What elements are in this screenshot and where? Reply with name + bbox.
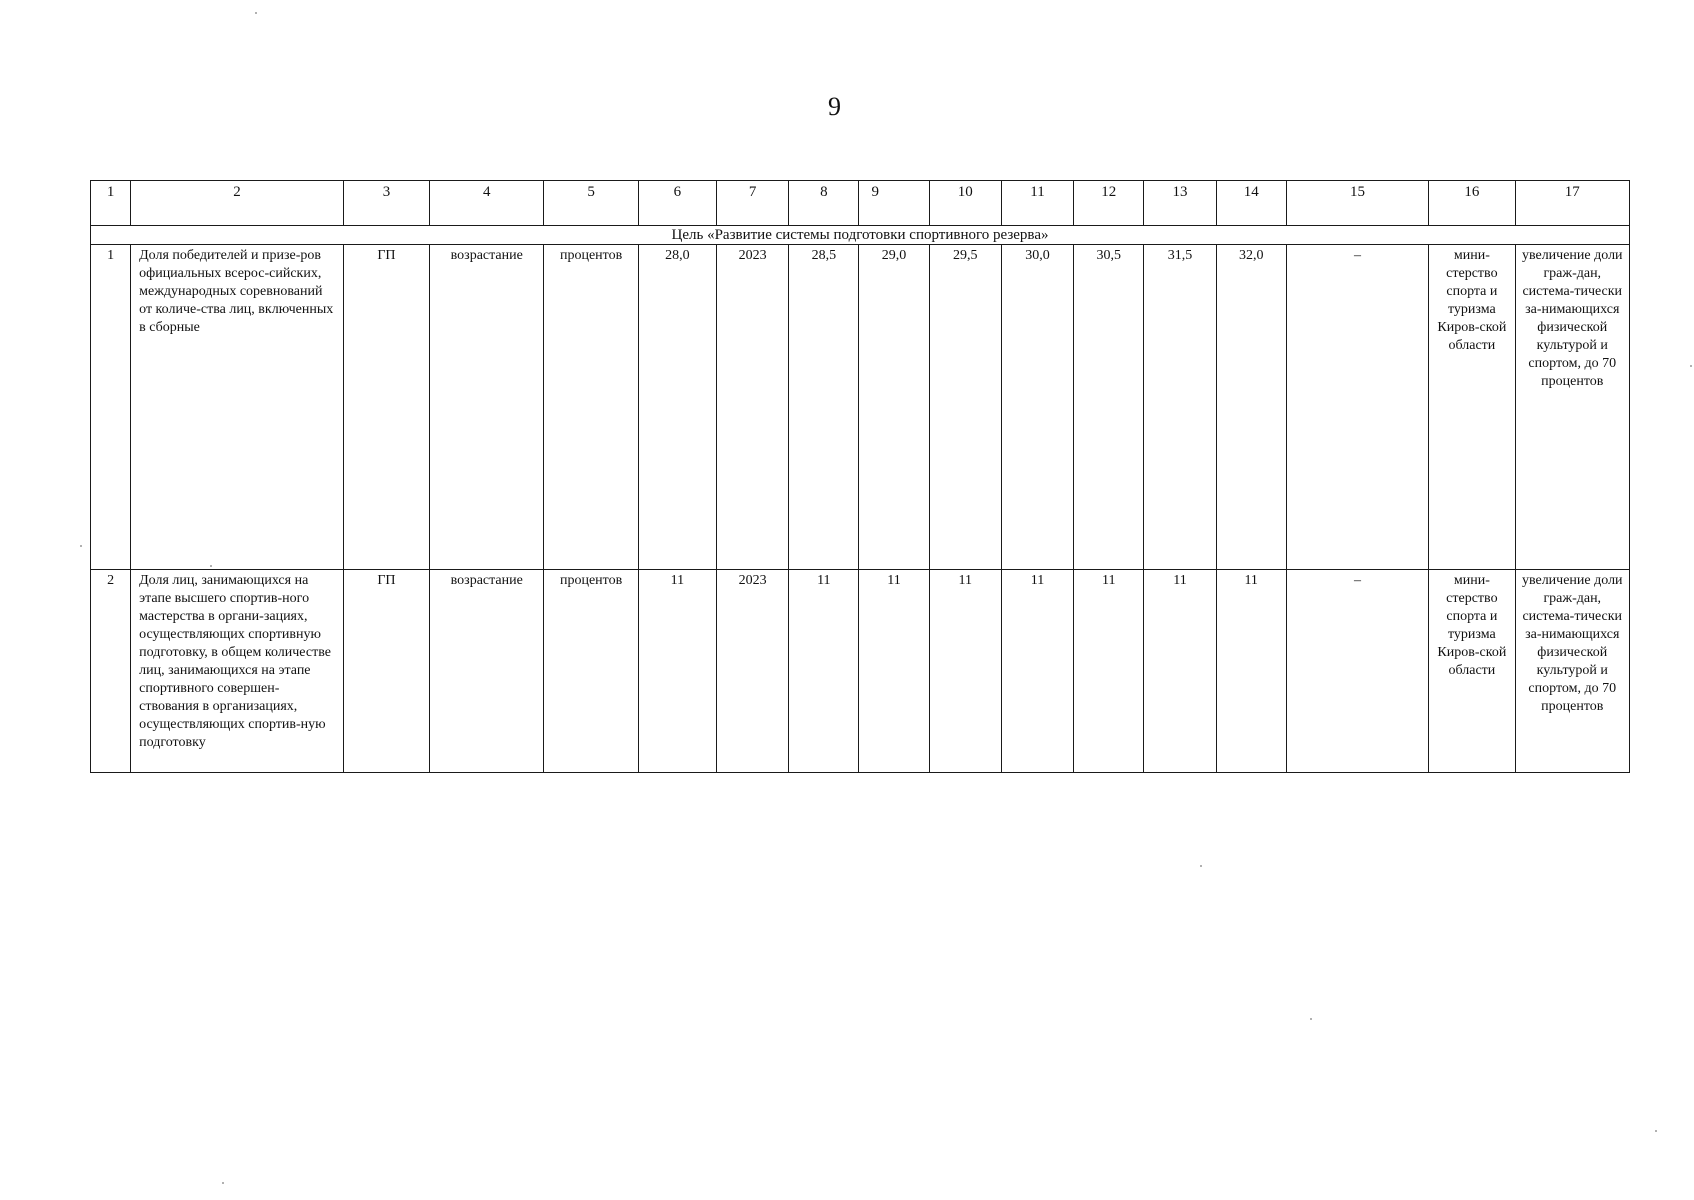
scan-speck xyxy=(1310,1018,1312,1020)
indicator-description: Доля лиц, занимающихся на этапе высшего спортив-ного мастерства в органи-зациях, осуществляющих спортивную подготовку, в общем количестве лиц, занимающихся на этапе спортивного совершен-ствования в организациях, осуществляющих спортив-ную подготовку xyxy=(131,570,344,773)
column-number: 1 xyxy=(91,181,131,226)
column-number: 7 xyxy=(716,181,788,226)
value-col-9: 11 xyxy=(859,570,929,773)
table-row xyxy=(91,245,1630,570)
goal-title: Цель «Развитие системы подготовки спортивного резерва» xyxy=(91,226,1630,245)
scan-speck xyxy=(1690,365,1692,367)
scan-speck xyxy=(210,565,212,567)
value-col-10: 11 xyxy=(929,570,1001,773)
base-value: 28,0 xyxy=(638,245,716,570)
value-col-11: 30,0 xyxy=(1001,245,1073,570)
table-row xyxy=(91,570,1630,773)
value-col-9: 29,0 xyxy=(859,245,929,570)
page-number: 9 xyxy=(828,92,842,121)
linked-indicator: увеличение доли граж-дан, система-тически за-нимающихся физической культурой и спортом, до 70 процентов xyxy=(1515,570,1629,773)
scan-speck xyxy=(80,545,82,547)
responsible-body: мини-стерство спорта и туризма Киров-ской области xyxy=(1429,245,1515,570)
indicator-direction: возрастание xyxy=(430,570,544,773)
column-number: 16 xyxy=(1429,181,1515,226)
column-number: 11 xyxy=(1001,181,1073,226)
value-col-14: 11 xyxy=(1216,570,1286,773)
column-number: 6 xyxy=(638,181,716,226)
column-number: 9 xyxy=(859,181,929,226)
goal-row xyxy=(91,226,1630,245)
indicators-table xyxy=(90,180,1630,773)
value-col-13: 11 xyxy=(1144,570,1216,773)
scan-speck xyxy=(1655,1130,1657,1132)
base-value: 11 xyxy=(638,570,716,773)
column-number: 15 xyxy=(1286,181,1428,226)
scan-speck xyxy=(222,1182,224,1184)
column-number: 3 xyxy=(343,181,429,226)
scan-speck xyxy=(1200,865,1202,867)
column-number: 2 xyxy=(131,181,344,226)
indicator-description: Доля победителей и призе-ров официальных всерос-сийских, международных соревнований от количе-ства лиц, включенных в сборные xyxy=(131,245,344,570)
responsible-body: мини-стерство спорта и туризма Киров-ской области xyxy=(1429,570,1515,773)
indicator-unit: процентов xyxy=(544,570,638,773)
indicator-level: ГП xyxy=(343,245,429,570)
column-number: 14 xyxy=(1216,181,1286,226)
row-number: 2 xyxy=(91,570,131,773)
indicator-unit: процентов xyxy=(544,245,638,570)
column-number: 4 xyxy=(430,181,544,226)
column-number: 13 xyxy=(1144,181,1216,226)
column-number: 12 xyxy=(1074,181,1144,226)
column-number: 17 xyxy=(1515,181,1629,226)
value-col-13: 31,5 xyxy=(1144,245,1216,570)
column-15-value: – xyxy=(1286,570,1428,773)
linked-indicator: увеличение доли граж-дан, система-тически за-нимающихся физической культурой и спортом, до 70 процентов xyxy=(1515,245,1629,570)
value-col-11: 11 xyxy=(1001,570,1073,773)
indicator-level: ГП xyxy=(343,570,429,773)
value-col-14: 32,0 xyxy=(1216,245,1286,570)
base-year: 2023 xyxy=(716,570,788,773)
base-year: 2023 xyxy=(716,245,788,570)
value-col-10: 29,5 xyxy=(929,245,1001,570)
value-col-12: 11 xyxy=(1074,570,1144,773)
column-numbers-row xyxy=(91,181,1630,226)
column-number: 5 xyxy=(544,181,638,226)
value-col-8: 28,5 xyxy=(789,245,859,570)
value-col-12: 30,5 xyxy=(1074,245,1144,570)
column-15-value: – xyxy=(1286,245,1428,570)
row-number: 1 xyxy=(91,245,131,570)
scan-speck xyxy=(255,12,257,14)
value-col-8: 11 xyxy=(789,570,859,773)
indicator-direction: возрастание xyxy=(430,245,544,570)
column-number: 10 xyxy=(929,181,1001,226)
column-number: 8 xyxy=(789,181,859,226)
